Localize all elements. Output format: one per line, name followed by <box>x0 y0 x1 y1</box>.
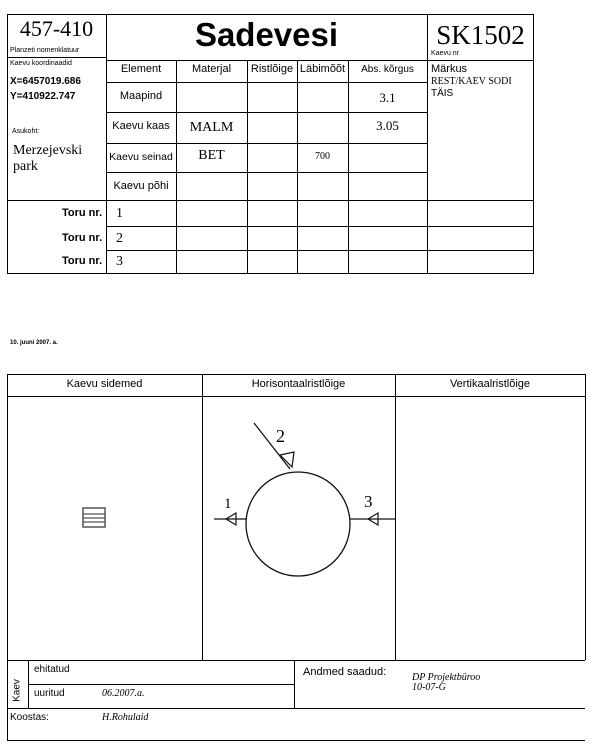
pipe-label: Toru nr. <box>62 207 103 219</box>
nomenclature-value: 457-410 <box>19 16 94 41</box>
nomenclature-label: Planzeti nomenklatuur <box>10 47 80 54</box>
row-elevation: 3.1 <box>379 90 396 105</box>
horizontal-section-drawing <box>202 397 395 660</box>
page-title: Sadevesi <box>194 16 339 53</box>
column-horizontal-section: Horisontaalristlõige <box>251 378 346 390</box>
pipe-label: Toru nr. <box>62 255 103 267</box>
row-element: Kaevu kaas <box>112 120 170 132</box>
remark-line1: REST/KAEV SODI <box>431 76 512 87</box>
author-label: Koostas: <box>10 712 49 723</box>
row-element: Kaevu seinad <box>109 151 173 163</box>
pipe-label-2: 2 <box>276 426 285 446</box>
row-element: Kaevu põhi <box>113 180 169 192</box>
row-diameter: 700 <box>315 151 330 162</box>
column-ties: Kaevu sidemed <box>66 378 143 390</box>
header-diameter: Läbimõõt <box>299 63 346 75</box>
remark-line2: TÄIS <box>431 88 454 99</box>
pipe-number: 3 <box>116 254 123 269</box>
location-line2: park <box>13 159 38 174</box>
well-number-label: Kaevu nr <box>431 50 460 57</box>
surveyed-value: 06.2007.a. <box>102 688 145 699</box>
row-elevation: 3.05 <box>376 118 399 133</box>
source-value-2: 10-07-G <box>412 682 446 693</box>
author-value: H.Rohulaid <box>102 712 149 723</box>
header-remark: Märkus <box>431 63 468 75</box>
location-line1: Merzejevski <box>13 143 83 158</box>
row-material: MALM <box>189 120 234 135</box>
header-elevation: Abs. kõrgus <box>361 64 414 75</box>
pipe-number: 2 <box>116 231 123 246</box>
pipe-label-3: 3 <box>364 492 373 511</box>
source-value-1: DP Projektbüroo <box>412 672 481 683</box>
source-label: Andmed saadud: <box>303 666 387 678</box>
column-vertical-section: Vertikaalristlõige <box>449 378 531 390</box>
row-material: BET <box>198 148 225 163</box>
header-section: Ristlõige <box>250 63 294 75</box>
side-label: Kaev <box>11 679 23 702</box>
date-note: 10. juuni 2007. a. <box>10 340 58 346</box>
header-material: Materjal <box>191 63 232 75</box>
surveyed-label: uuritud <box>34 688 65 699</box>
location-label: Asukoht: <box>12 128 40 135</box>
manhole-symbol <box>80 505 110 531</box>
coords-label: Kaevu koordinaadid <box>10 60 72 67</box>
coord-x: X=6457019.686 <box>10 76 81 87</box>
pipe-number: 1 <box>116 206 123 221</box>
row-element: Maapind <box>119 90 163 102</box>
well-number: SK1502 <box>436 20 525 50</box>
pipe-label-1: 1 <box>224 496 232 512</box>
pipe-label: Toru nr. <box>62 232 103 244</box>
built-label: ehitatud <box>34 664 70 675</box>
coord-y: Y=410922.747 <box>10 91 76 102</box>
header-element: Element <box>120 63 162 75</box>
